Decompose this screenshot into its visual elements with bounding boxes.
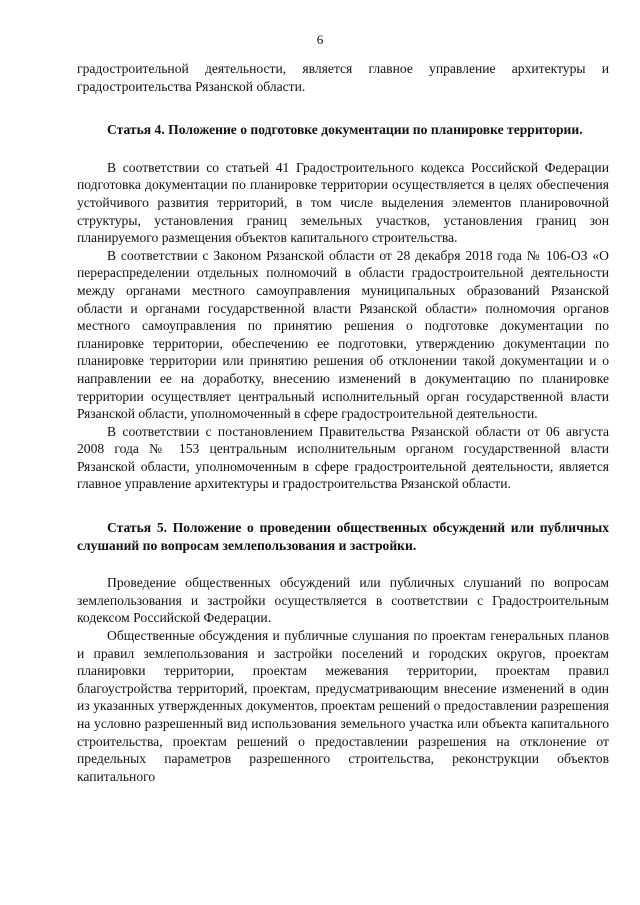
article-4-paragraph-3: В соответствии с постановлением Правительства Рязанской области от 06 августа 2008 года № 153 центральным исполнительным органом государственной власти Рязанской области, уполномоченным в сфере градостроительной деятельности, является главное управление архитектуры и градостроительства Рязанской области. <box>77 423 609 492</box>
article-5-paragraph-2: Общественные обсуждения и публичные слушания по проектам генеральных планов и правил землепользования и застройки поселений и городских округов, проектам планировки территории, проектам межевания территории, проектам правил благоустройства территорий, проектам, предусматривающим внесение изменений в один из указанных утвержденных документов, проектам решений о предоставлении разрешения на условно разрешенный вид использования земельного участка или объекта капитального строительства, проектам решений о предоставлении разрешения на отклонение от предельных параметров разрешенного строительства, реконструкции объектов капитального <box>77 628 609 784</box>
spacer <box>77 554 609 574</box>
spacer <box>77 95 609 121</box>
article-5-paragraph-1: Проведение общественных обсуждений или публичных слушаний по вопросам землепользования и застройки осуществляется в соответствии с Градостроительным кодексом Российской Федерации. <box>77 575 609 626</box>
article-4-paragraph-1: В соответствии со статьей 41 Градостроительного кодекса Российской Федерации подготовка документации по планировке территории осуществляется в целях обеспечения устойчивого развития территорий, в том числе выделения элементов планировочной структуры, установления границ земельных участков, установления границ зон планируемого размещения объектов капитального строительства. <box>77 159 609 246</box>
page-number: 6 <box>316 32 324 47</box>
article-4-paragraph-2: В соответствии с Законом Рязанской области от 28 декабря 2018 года № 106-ОЗ «О перераспределении отдельных полномочий в области градостроительной деятельности между органами местного самоуправления муниципальных образований Рязанской области и органами государственной власти Рязанской области» полномочия органов местного самоуправления по принятию решения о подготовке документации по планировке территории, обеспечению ее подготовки, утверждению документации по планировке территории или принятию решения об отклонении такой документации и о направлении ее на доработку, внесению изменений в документацию по планировке территории осуществляет центральный исполнительный орган государственной власти Рязанской области, уполномоченный в сфере градостроительной деятельности. <box>77 247 609 422</box>
article-4-heading: Статья 4. Положение о подготовке документации по планировке территории. <box>107 122 583 138</box>
intro-paragraph: градостроительной деятельности, является главное управление архитектуры и градостроительства Рязанской области. <box>77 61 609 94</box>
spacer <box>77 493 609 519</box>
spacer <box>77 139 609 159</box>
article-5-heading: Статья 5. Положение о проведении общественных обсуждений или публичных слушаний по вопросам землепользования и застройки. <box>77 520 609 553</box>
document-body <box>77 60 609 785</box>
